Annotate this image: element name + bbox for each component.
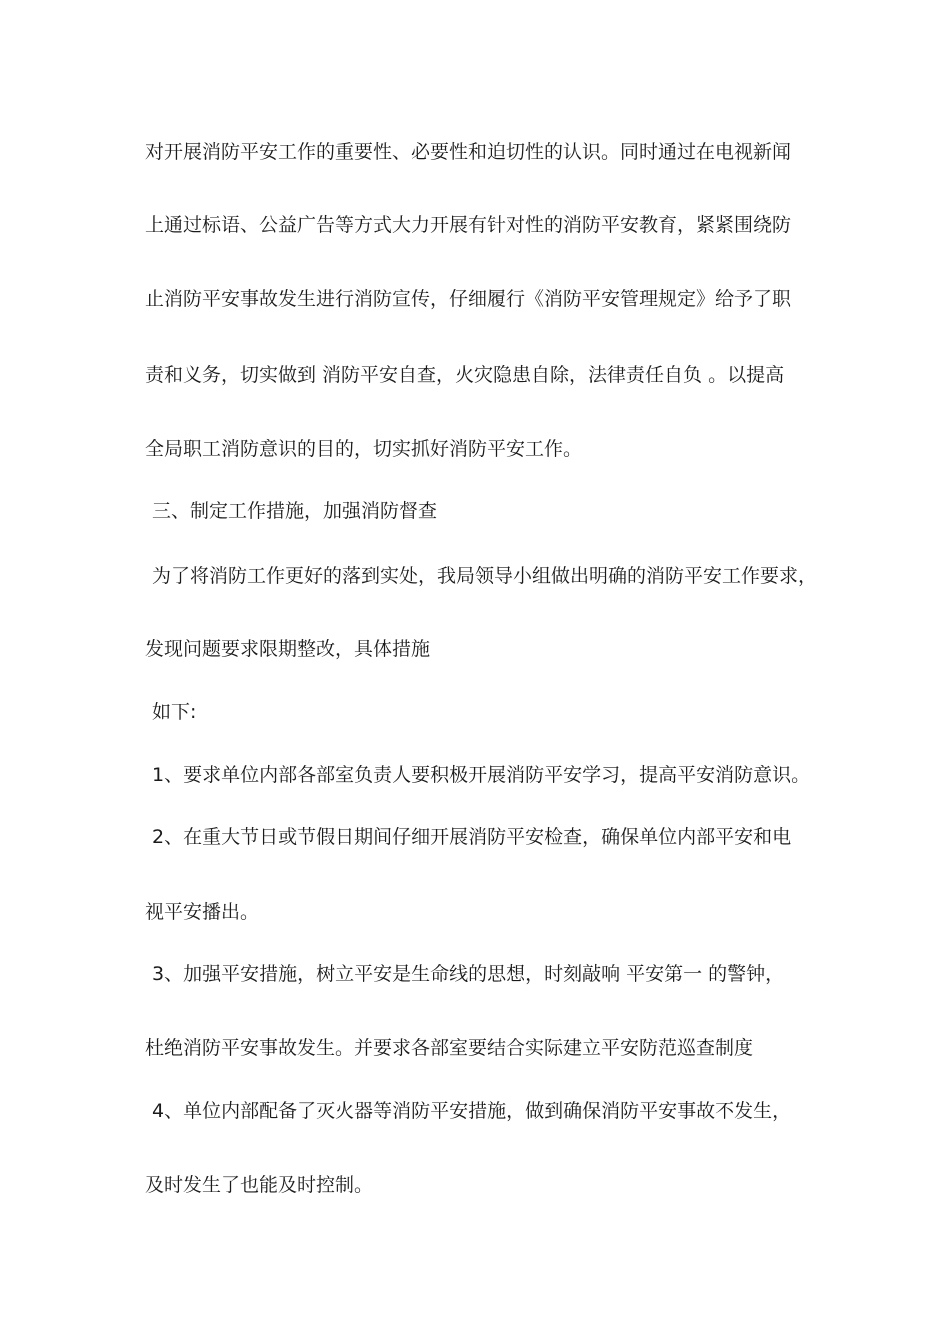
paragraph-line: 如下: — [152, 701, 197, 723]
paragraph-line: 上通过标语、公益广告等方式大力开展有针对性的消防平安教育，紧紧围绕防 — [145, 214, 792, 236]
paragraph-line: 发现问题要求限期整改，具体措施 — [145, 638, 431, 660]
list-item-continuation: 视平安播出。 — [145, 901, 260, 923]
list-item: 1、要求单位内部各部室负责人要积极开展消防平安学习，提高平安消防意识。 — [152, 764, 811, 786]
paragraph-line: 对开展消防平安工作的重要性、必要性和迫切性的认识。同时通过在电视新闻 — [145, 141, 792, 163]
list-item-continuation: 杜绝消防平安事故发生。并要求各部室要结合实际建立平安防范巡查制度 — [145, 1037, 754, 1059]
paragraph-line: 责和义务，切实做到 消防平安自查，火灾隐患自除，法律责任自负 。以提高 — [145, 364, 785, 386]
paragraph-line: 全局职工消防意识的目的，切实抓好消防平安工作。 — [145, 438, 583, 460]
list-item: 3、加强平安措施，树立平安是生命线的思想，时刻敲响 平安第一 的警钟， — [152, 963, 785, 985]
list-item: 4、单位内部配备了灭火器等消防平安措施，做到确保消防平安事故不发生， — [152, 1100, 792, 1122]
section-heading: 三、制定工作措施，加强消防督查 — [152, 500, 438, 522]
list-item-continuation: 及时发生了也能及时控制。 — [145, 1174, 374, 1196]
list-item: 2、在重大节日或节假日期间仔细开展消防平安检查，确保单位内部平安和电 — [152, 826, 792, 848]
paragraph-line: 为了将消防工作更好的落到实处，我局领导小组做出明确的消防平安工作要求， — [152, 565, 818, 587]
paragraph-line: 止消防平安事故发生进行消防宣传，仔细履行《消防平安管理规定》给予了职 — [145, 288, 792, 310]
